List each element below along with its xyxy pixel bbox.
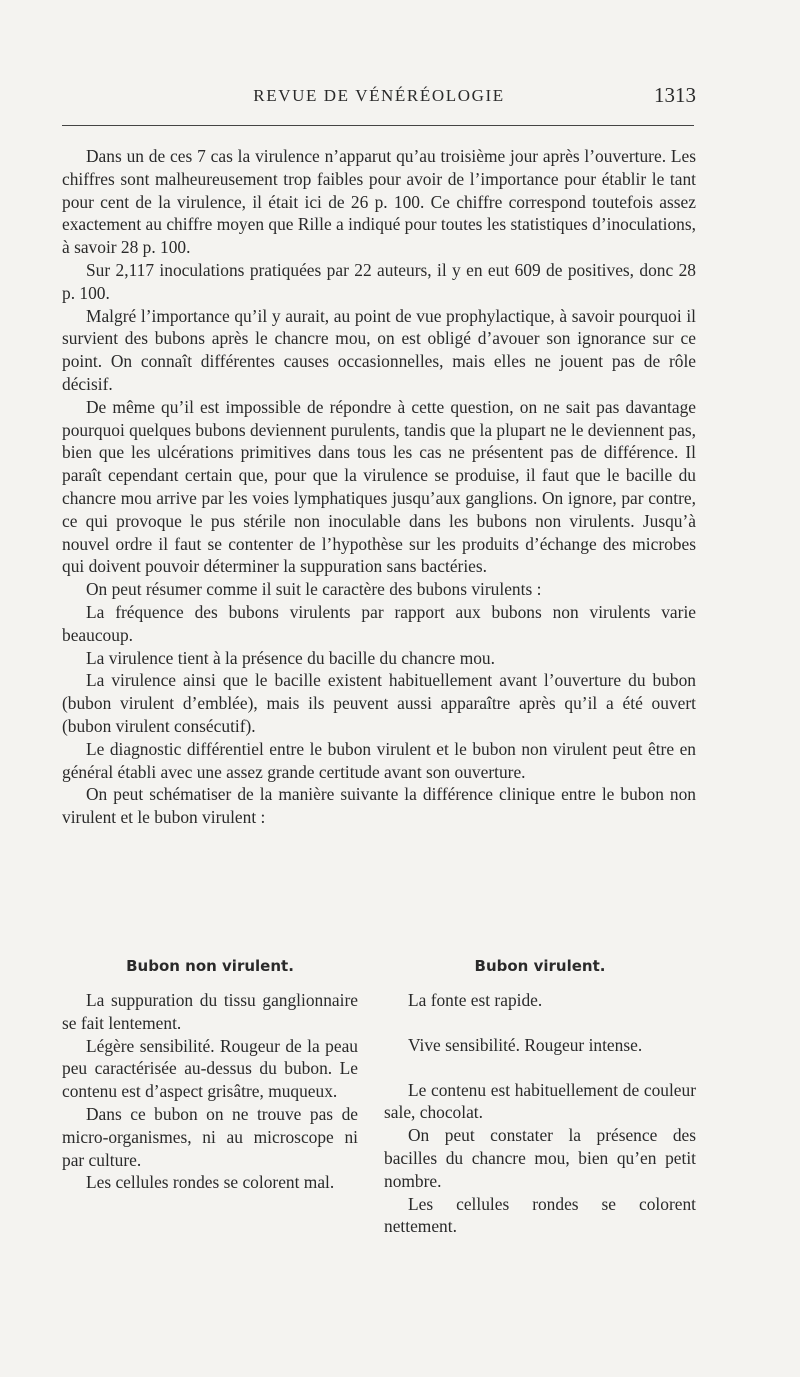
- paragraph-9: Le diagnostic différentiel entre le bubon virulent et le bubon non virulent peut être en général établi avec une assez grande certitude avant son ouverture.: [62, 738, 696, 782]
- page-number: 1313: [654, 83, 696, 107]
- comparison-columns: [62, 955, 696, 1255]
- paragraph-6: La fréquence des bubons virulents par rapport aux bubons non virulents varie beaucoup.: [62, 601, 696, 645]
- column-virulent: [384, 955, 696, 1238]
- page-header: [62, 83, 696, 116]
- virulent-item-2: Vive sensibilité. Rougeur intense.: [408, 1034, 643, 1055]
- paragraph-10: On peut schématiser de la manière suivante la différence clinique entre le bubon non virulent et le bubon virulent :: [62, 784, 696, 828]
- paragraph-8: La virulence ainsi que le bacille existent habituellement avant l’ouverture du bubon (bubon virulent d’emblée), mais ils peuvent aussi apparaître après qu’il a été ouvert (bubon virulent consécutif).: [62, 670, 696, 736]
- non-virulent-item-3: Dans ce bubon on ne trouve pas de micro-organismes, ni au microscope ni par culture.: [62, 1103, 358, 1170]
- column-title-non-virulent: Bubon non virulent.: [126, 957, 294, 975]
- paragraph-5: On peut résumer comme il suit le caractère des bubons virulents :: [86, 579, 542, 600]
- non-virulent-item-4: Les cellules rondes se colorent mal.: [86, 1172, 335, 1193]
- column-title-virulent: Bubon virulent.: [474, 957, 606, 975]
- paragraph-4: De même qu’il est impossible de répondre à cette question, on ne sait pas davantage pourquoi quelques bubons deviennent purulents, tandis que la plupart ne le deviennent pas, bien que les ulcérations primitives dans tous les cas ne présentent pas de différence. Il paraît cependant certain que, pour que la virulence se produise, il faut que le bacille du chancre mou arrive par les voies lymphatiques jusqu’aux ganglions. On ignore, par contre, ce qui provoque le pus stérile non inoculable dans les bubons non virulents. Jusqu’à nouvel ordre il faut se contenter de l’hypothèse sur les produits d’échange des microbes qui doivent pouvoir déterminer la suppuration sans bactéries.: [62, 396, 696, 577]
- header-rule: [62, 125, 694, 126]
- non-virulent-item-1: La suppuration du tissu ganglionnaire se fait lentement.: [62, 990, 358, 1033]
- paragraph-3: Malgré l’importance qu’il y aurait, au point de vue prophylactique, à savoir pourquoi il survient des bubons après le chancre mou, on est obligé d’avouer son ignorance sur ce point. On connaît différentes causes occasionnelles, mais elles ne jouent pas de rôle décisif.: [62, 305, 696, 394]
- spacer: [384, 1057, 696, 1079]
- paragraph-7: La virulence tient à la présence du bacille du chancre mou.: [86, 647, 495, 668]
- virulent-item-4: On peut constater la présence des bacilles du chancre mou, bien qu’en petit nombre.: [384, 1125, 696, 1191]
- virulent-item-1: La fonte est rapide.: [408, 990, 543, 1010]
- spacer: [384, 1012, 696, 1034]
- body-text: [62, 145, 696, 829]
- column-non-virulent: [62, 955, 358, 1194]
- paragraph-1: Dans un de ces 7 cas la virulence n’apparut qu’au troisième jour après l’ouverture. Les chiffres sont malheureusement trop faibles pour avoir de l’importance pour établir le tant pour cent de la virulence, il était ici de 26 p. 100. Ce chiffre correspond toutefois assez exactement au chiffre moyen que Rille a indiqué pour toutes les statistiques d’inoculations, à savoir 28 p. 100.: [62, 146, 696, 258]
- non-virulent-item-2: Légère sensibilité. Rougeur de la peau peu caractérisée au-dessus du bubon. Le contenu est d’aspect grisâtre, muqueux.: [62, 1035, 358, 1102]
- running-title: REVUE DE VÉNÉRÉOLOGIE: [253, 86, 505, 105]
- paragraph-2: Sur 2,117 inoculations pratiquées par 22 auteurs, il y en eut 609 de positives, donc 28 p. 100.: [62, 259, 696, 303]
- virulent-item-3: Le contenu est habituellement de couleur sale, chocolat.: [384, 1079, 696, 1123]
- virulent-item-5: Les cellules rondes se colorent nettement.: [384, 1193, 696, 1237]
